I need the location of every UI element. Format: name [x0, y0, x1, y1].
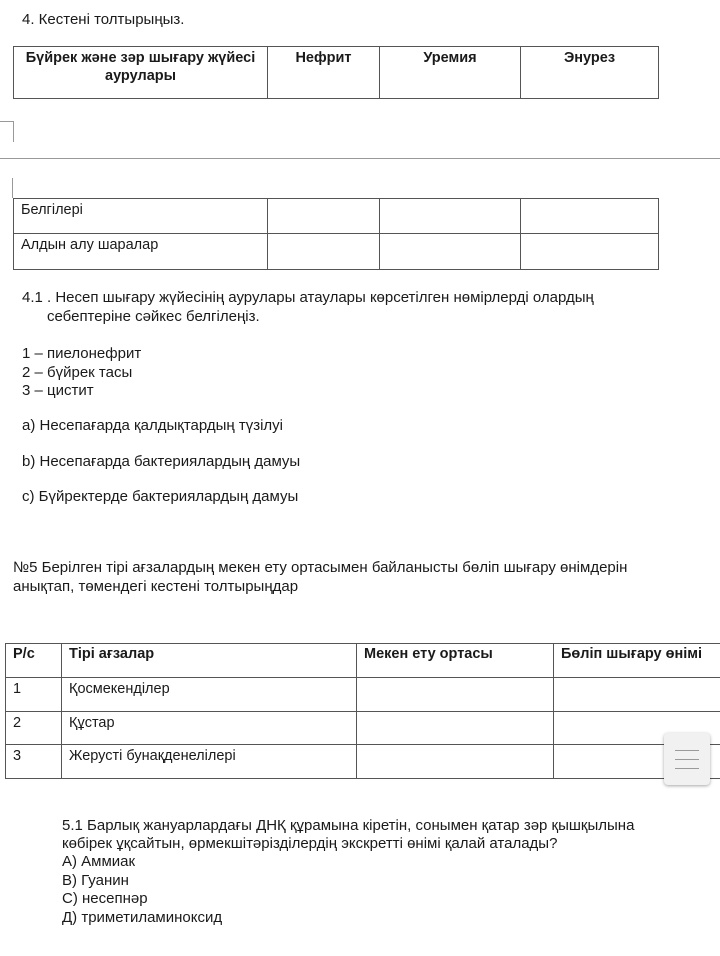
q5-row-organism: Қосмекенділер	[62, 678, 357, 712]
q51-text-line2: көбірек ұқсайтын, өрмекшітәрізділердің экскретті өнімі қалай аталады?	[62, 835, 558, 852]
q51-text-line1: 5.1 Барлық жануарлардағы ДНҚ құрамына кіретін, сонымен қатар зәр қышқылына	[62, 817, 635, 834]
answer-cell[interactable]	[521, 234, 659, 270]
q41-option-a: a) Несепағарда қалдықтардың түзілуі	[22, 417, 284, 434]
q5-header-number: Р/с	[6, 644, 62, 678]
q5-table	[5, 643, 720, 779]
q4-header-uremia: Уремия	[380, 47, 521, 99]
q4-row-prevention: Алдын алу шаралар	[14, 234, 268, 270]
q41-item: 1 – пиелонефрит	[22, 345, 142, 362]
answer-cell[interactable]	[554, 678, 720, 712]
menu-icon-bar	[675, 750, 699, 751]
q5-row-organism: Жерусті бунақденелілері	[62, 745, 357, 779]
answer-cell[interactable]	[357, 745, 554, 779]
page-corner-mark	[0, 121, 14, 142]
q51-option-c: С) несепнәр	[62, 890, 148, 907]
q41-text-line1: 4.1 . Несеп шығару жүйесінің аурулары атаулары көрсетілген нөмірлерді олардың	[22, 289, 594, 306]
answer-cell[interactable]	[357, 678, 554, 712]
q4-header-table	[13, 46, 659, 99]
q4-body-table	[13, 198, 659, 270]
q5-row-organism: Құстар	[62, 712, 357, 745]
q41-item: 3 – цистит	[22, 382, 94, 399]
menu-icon-bar	[675, 759, 699, 760]
q5-row-number: 3	[6, 745, 62, 779]
q4-header-enuresis: Энурез	[521, 47, 659, 99]
q51-option-d: Д) триметиламиноксид	[62, 909, 223, 926]
q4-header-nephritis: Нефрит	[268, 47, 380, 99]
menu-icon-bar	[675, 768, 699, 769]
q51-option-b: В) Гуанин	[62, 872, 129, 889]
answer-cell[interactable]	[521, 199, 659, 234]
q4-header-diseases: Бүйрек және зәр шығару жүйесі аурулары	[14, 47, 268, 99]
q5-row-number: 2	[6, 712, 62, 745]
page-divider	[0, 158, 720, 159]
q51-option-a: А) Аммиак	[62, 853, 136, 870]
answer-cell[interactable]	[357, 712, 554, 745]
q41-item: 2 – бүйрек тасы	[22, 364, 133, 381]
q5-text-line2: анықтап, төмендегі кестені толтырыңдар	[13, 578, 299, 595]
q4-row-symptoms: Белгілері	[14, 199, 268, 234]
q41-option-c: c) Бүйректерде бактериялардың дамуы	[22, 488, 299, 505]
q41-option-b: b) Несепағарда бактериялардың дамуы	[22, 453, 301, 470]
answer-cell[interactable]	[380, 199, 521, 234]
q5-row-number: 1	[6, 678, 62, 712]
q41-text-line2: себептеріне сәйкес белгілеңіз.	[47, 308, 260, 325]
menu-button[interactable]	[664, 733, 710, 785]
q5-header-excretion: Бөліп шығару өнімі	[554, 644, 720, 678]
answer-cell[interactable]	[380, 234, 521, 270]
page-corner-mark-lower	[12, 178, 13, 198]
q5-header-habitat: Мекен ету ортасы	[357, 644, 554, 678]
answer-cell[interactable]	[268, 234, 380, 270]
q5-text-line1: №5 Берілген тірі ағзалардың мекен ету ортасымен байланысты бөліп шығару өнімдерін	[13, 559, 628, 576]
q4-heading: 4. Кестені толтырыңыз.	[22, 11, 185, 28]
answer-cell[interactable]	[268, 199, 380, 234]
q5-header-organisms: Тірі ағзалар	[62, 644, 357, 678]
